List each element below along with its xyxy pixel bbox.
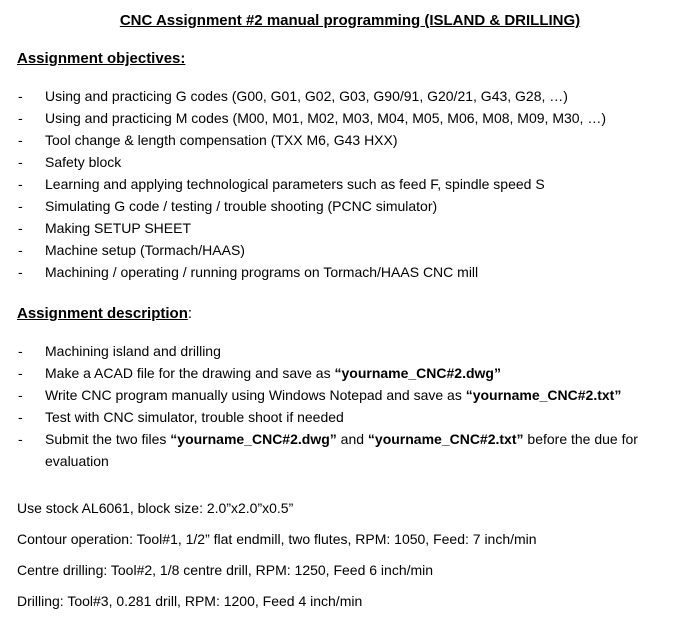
list-item: - Using and practicing G codes (G00, G01, G02, G03, G90/91, G20/21, G43, G28, …) bbox=[18, 88, 568, 104]
list-item: - Submit the two files “yourname_CNC#2.dwg” and “yourname_CNC#2.txt” before the due for evaluation bbox=[18, 431, 638, 469]
list-item: - Machining island and drilling bbox=[18, 343, 221, 359]
description-list bbox=[0, 340, 700, 472]
list-item: - Safety block bbox=[18, 154, 122, 170]
list-item: - Learning and applying technological parameters such as feed F, spindle speed S bbox=[18, 176, 545, 192]
list-item: - Using and practicing M codes (M00, M01, M02, M03, M04, M05, M06, M08, M09, M30, …) bbox=[18, 110, 606, 126]
list-item: - Machine setup (Tormach/HAAS) bbox=[18, 242, 245, 258]
description-heading: Assignment description: bbox=[17, 305, 193, 322]
list-item: - Write CNC program manually using Windows Notepad and save as “yourname_CNC#2.txt” bbox=[18, 387, 622, 403]
list-item: - Machining / operating / running programs on Tormach/HAAS CNC mill bbox=[18, 264, 479, 280]
objectives-list bbox=[0, 85, 700, 283]
list-item: - Make a ACAD file for the drawing and save as “yourname_CNC#2.dwg” bbox=[18, 365, 501, 381]
page-title: CNC Assignment #2 manual programming (ISLAND & DRILLING) bbox=[119, 12, 581, 29]
list-item: - Test with CNC simulator, trouble shoot if needed bbox=[18, 409, 344, 425]
objectives-heading bbox=[17, 50, 185, 67]
contour-spec: Contour operation: Tool#1, 1/2” flat endmill, two flutes, RPM: 1050, Feed: 7 inch/min bbox=[17, 531, 537, 547]
centre-drilling-spec: Centre drilling: Tool#2, 1/8 centre drill, RPM: 1250, Feed 6 inch/min bbox=[17, 562, 434, 578]
list-item: - Making SETUP SHEET bbox=[18, 220, 192, 236]
list-item: - Simulating G code / testing / trouble shooting (PCNC simulator) bbox=[18, 198, 438, 214]
description-heading-text: Assignment description bbox=[17, 305, 188, 322]
list-item: - Tool change & length compensation (TXX M6, G43 HXX) bbox=[18, 132, 398, 148]
drilling-spec: Drilling: Tool#3, 0.281 drill, RPM: 1200, Feed 4 inch/min bbox=[17, 593, 363, 609]
stock-spec: Use stock AL6061, block size: 2.0”x2.0”x0.5” bbox=[17, 500, 294, 516]
objectives-heading-text: Assignment objectives: bbox=[17, 50, 186, 67]
